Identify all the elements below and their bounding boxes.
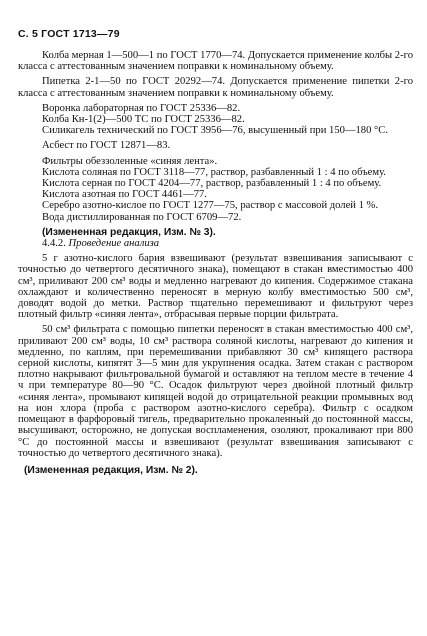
paragraph-asbestos: Асбест по ГОСТ 12871—83.	[42, 140, 171, 152]
paragraph-sulfuric-acid: Кислота серная по ГОСТ 4204—77, раствор, разбавленный 1 : 4 по объему.	[42, 178, 382, 190]
paragraph-hydrochloric-acid: Кислота соляная по ГОСТ 3118—77, раствор, разбавленный 1 : 4 по объему.	[42, 166, 386, 178]
document-body	[18, 50, 413, 476]
paragraph-flask: Колба мерная 1—500—1 по ГОСТ 1770—74. Допускается применение колбы 2-го класса с аттестованным значением поправки к номинальному объему.	[18, 50, 413, 73]
section-title: Проведение анализа	[68, 238, 160, 250]
edition-note-2: (Измененная редакция, Изм. № 2).	[24, 464, 198, 476]
paragraph-funnel: Воронка лабораторная по ГОСТ 25336—82.	[42, 102, 241, 114]
paragraph-silica-gel: Силикагель технический по ГОСТ 3956—76, высушенный при 150—180 °С.	[42, 125, 388, 137]
paragraph-filters: Фильтры обеззоленные «синяя лента».	[42, 155, 218, 167]
edition-note-3: (Измененная редакция, Изм. № 3).	[42, 226, 216, 238]
paragraph-nitric-acid: Кислота азотная по ГОСТ 4461—77.	[42, 189, 207, 201]
analysis-paragraph-2: 50 см³ фильтрата с помощью пипетки переносят в стакан вместимостью 400 см³, приливают 200 см³ воды, 10 см³ раствора соляной кислоты, нагревают до кипения и медленно, по каплям, при перемешивании прибавляют 30 см³ кипящего раствора серной кислоты, кипятят 3—5 мин для укрупнения осадка. Затем стакан с раствором плотно накрывают фильтровальной бумагой и оставляют на теплом месте в течение 4 ч при температуре 80—90 °С. Осадок фильтруют через двойной плотный фильтр «синяя лента», промывают кипящей водой до отрицательной реакции промывных вод на ион хлора (проба с раствором азотно-кислого серебра). Фильтр с осадком помещают в фарфоровый тигель, предварительно прокаленный до постоянной массы, высушивают, осторожно, не допуская воспламенения, озоляют, прокаливают при 800 °С до постоянной массы и взвешивают (результат взвешивания записывают с точностью до четвертого десятичного знака).	[18, 324, 413, 459]
paragraph-distilled-water: Вода дистиллированная по ГОСТ 6709—72.	[42, 211, 242, 223]
section-heading	[18, 238, 413, 249]
paragraph-conical-flask: Колба Кн-1(2)—500 ТС по ГОСТ 25336—82.	[42, 114, 245, 126]
section-number: 4.4.2.	[42, 238, 66, 250]
paragraph-silver-nitrate: Серебро азотно-кислое по ГОСТ 1277—75, раствор с массовой долей 1 %.	[42, 200, 379, 212]
page-header: С. 5 ГОСТ 1713—79	[18, 28, 120, 40]
paragraph-pipette: Пипетка 2-1—50 по ГОСТ 20292—74. Допускается применение пипетки 2-го класса с аттестованным значением поправки к номинальному объему.	[18, 76, 413, 99]
analysis-paragraph-1: 5 г азотно-кислого бария взвешивают (результат взвешивания записывают с точностью до четвертого десятичного знака), помещают в стакан вместимостью 400 см³, приливают 200 см³ воды и медленно нагревают до кипения. Содержимое стакана охлаждают и количественно переносят в мерную колбу вместимостью 500 см³, доводят водой до метки. Раствор тщательно перемешивают и фильтруют через плотный фильтр «синяя лента», отбрасывая первые порции фильтрата.	[18, 253, 413, 321]
